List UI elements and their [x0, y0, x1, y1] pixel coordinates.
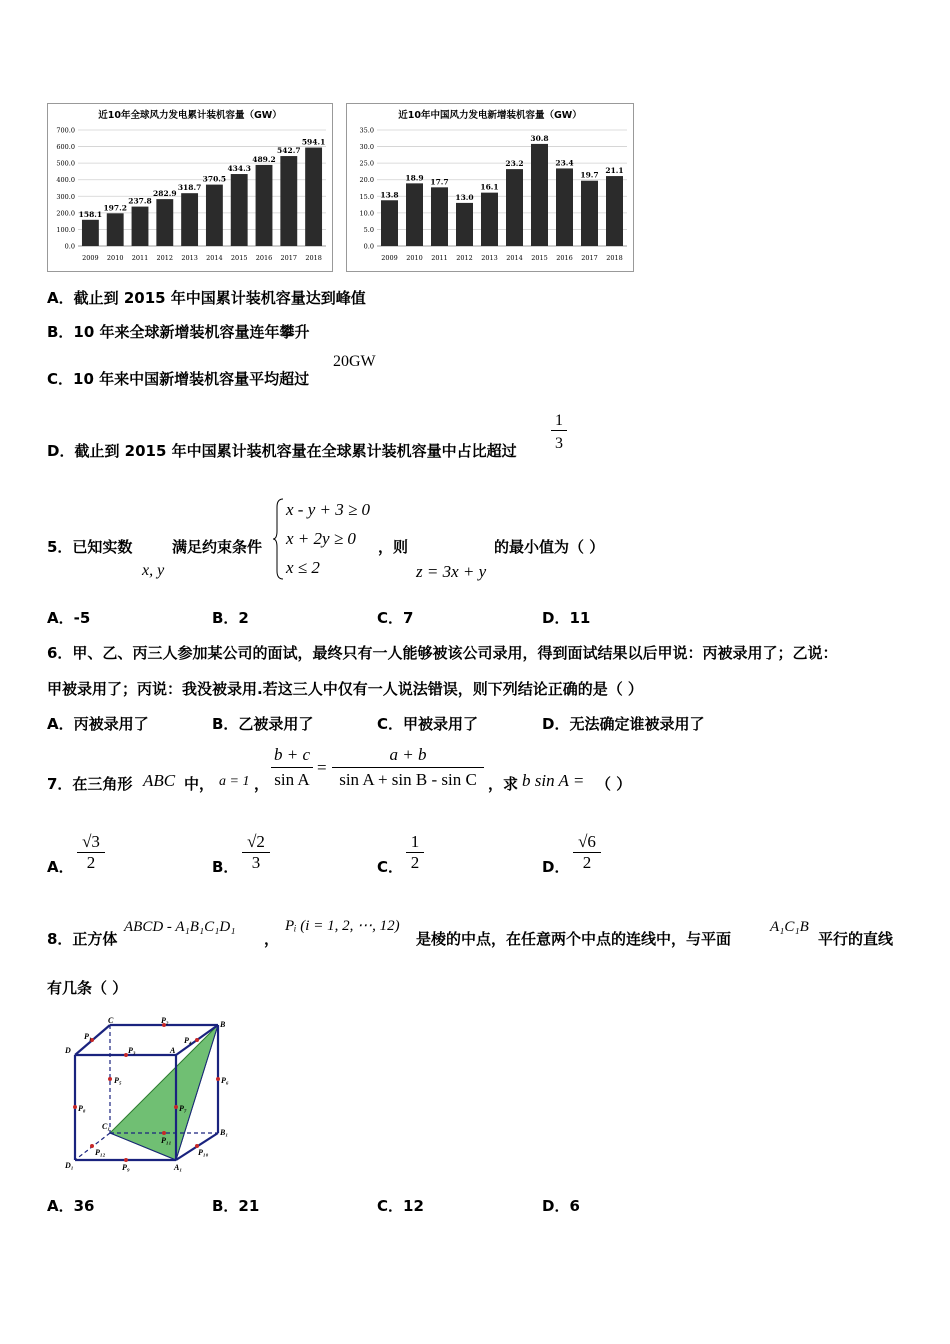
- q5-constraint-1: x - y + 3 ≥ 0: [286, 500, 371, 519]
- q7-ask: b sin A =: [522, 771, 585, 790]
- china-chart-xtick-label: 2009: [381, 254, 398, 262]
- q7-option-b-fraction: [242, 832, 270, 873]
- q5-brace-icon: [273, 497, 285, 581]
- china-chart-xtick-label: 2013: [481, 254, 498, 262]
- q8-option-c: C．12: [377, 1197, 424, 1215]
- global-chart-bar: [305, 148, 322, 246]
- cube-label-b1: B₁: [220, 1128, 229, 1137]
- global-chart-xtick-label: 2009: [82, 254, 99, 262]
- q7-f2-num: a + b: [332, 745, 484, 768]
- global-chart-data-label: 158.1: [78, 209, 103, 219]
- q5-option-a: A．-5: [47, 609, 91, 627]
- china-chart-data-label: 23.4: [555, 158, 574, 168]
- cube-label-b: B: [220, 1020, 226, 1029]
- global-chart-bar: [107, 213, 124, 246]
- china-chart-data-label: 13.0: [455, 192, 474, 202]
- global-chart-bar: [82, 220, 99, 246]
- china-chart-xtick-label: 2016: [556, 254, 573, 262]
- cube-label-c: C: [108, 1016, 114, 1025]
- global-chart-ytick-label: 400.0: [56, 176, 75, 185]
- china-chart-ytick-label: 25.0: [359, 159, 374, 168]
- cube-label-a: A: [170, 1046, 176, 1055]
- cube-label-p7: P₇: [179, 1104, 187, 1113]
- global-chart-bar: [256, 165, 273, 246]
- global-chart-bar: [181, 193, 198, 246]
- global-chart-bar: [206, 185, 223, 246]
- q4-option-d-fraction: [551, 412, 567, 453]
- q5-option-c: C．7: [377, 609, 414, 627]
- global-chart-bar: [156, 199, 173, 246]
- q8-points: Pᵢ (i = 1, 2, ⋯, 12): [285, 918, 400, 934]
- q6-line-2: 甲被录用了；丙说：我没被录用.若这三人中仅有一人说法错误，则下列结论正确的是（ ）: [47, 680, 643, 698]
- q7-a-eq-1: a = 1: [219, 774, 250, 789]
- global-chart-xtick-label: 2011: [131, 254, 149, 262]
- global-chart-data-label: 370.5: [202, 174, 227, 184]
- q7-f1-den: sin A: [274, 770, 310, 789]
- cube-label-p6: P₆: [221, 1076, 229, 1085]
- q8-text-3: 平行的直线: [818, 930, 894, 948]
- global-chart-ytick-label: 0.0: [64, 242, 75, 251]
- cube-label-p2: P₂: [161, 1016, 169, 1025]
- q7-d-num: √6: [573, 832, 601, 853]
- cube-label-a1: A₁: [174, 1163, 183, 1172]
- global-chart-ytick-label: 500.0: [56, 159, 75, 168]
- q7-d-den: 2: [582, 853, 592, 872]
- global-capacity-chart-svg: [48, 104, 332, 271]
- china-chart-bar: [556, 168, 573, 246]
- cube-label-p10: P₁₀: [198, 1148, 209, 1157]
- q7-b-den: 3: [251, 853, 261, 872]
- q8-cube: ABCD - A₁B₁C₁D₁: [124, 919, 236, 935]
- global-chart-xtick-label: 2014: [206, 254, 223, 262]
- cube-label-d1: D₁: [65, 1161, 74, 1170]
- china-chart-ytick-label: 0.0: [363, 242, 374, 251]
- china-chart-data-label: 13.8: [380, 190, 399, 200]
- global-chart-xtick-label: 2010: [106, 254, 124, 262]
- cube-label-p5: P₅: [114, 1076, 122, 1085]
- q8-comma: ，: [264, 930, 280, 948]
- q4-d-numerator: 1: [551, 412, 567, 431]
- q8-line-2: 有几条（ ）: [47, 979, 128, 997]
- china-chart-xtick-label: 2011: [431, 254, 448, 262]
- china-chart-bar: [381, 200, 398, 246]
- global-chart-xtick-label: 2016: [255, 254, 273, 262]
- q5-text-3: ，则: [378, 538, 409, 556]
- q7-c-num: 1: [406, 832, 424, 853]
- q6-line-1: 6．甲、乙、丙三人参加某公司的面试，最终只有一人能够被该公司录用，得到面试结果以后甲说：丙被录用了；乙说：: [47, 644, 838, 662]
- global-chart-xtick-label: 2013: [181, 254, 198, 262]
- cube-label-p12: P₁₂: [95, 1148, 106, 1157]
- china-chart-bar: [531, 144, 548, 246]
- q4-option-c: C．10 年来中国新增装机容量平均超过: [47, 370, 310, 388]
- global-chart-ytick-label: 700.0: [56, 126, 75, 135]
- global-chart-data-label: 594.1: [301, 137, 326, 147]
- china-chart-bar: [406, 183, 423, 246]
- q8-option-b: B．21: [212, 1197, 260, 1215]
- q8-option-a: A．36: [47, 1197, 95, 1215]
- china-chart-data-label: 23.2: [505, 159, 524, 169]
- q7-fraction-2: [332, 745, 484, 790]
- q7-a-num: √3: [77, 832, 105, 853]
- global-chart-data-label: 318.7: [177, 183, 202, 193]
- q7-b-num: √2: [242, 832, 270, 853]
- global-chart-ytick-label: 300.0: [56, 192, 75, 201]
- q4-option-b: B．10 年来全球新增装机容量连年攀升: [47, 323, 310, 341]
- q7-text-4: （ ）: [596, 775, 632, 793]
- china-chart-bar: [431, 187, 448, 246]
- q7-fraction-1: [271, 745, 313, 790]
- cube-figure: [60, 1015, 240, 1175]
- china-chart-xtick-label: 2010: [406, 254, 423, 262]
- cube-label-c1: C₁: [102, 1122, 111, 1131]
- cube-label-p9: P₉: [122, 1163, 130, 1172]
- q8-text-2: 是棱的中点，在任意两个中点的连线中，与平面: [416, 930, 732, 948]
- q7-text-3: ，求: [488, 775, 519, 793]
- q6-option-d: D．无法确定谁被录用了: [542, 715, 705, 733]
- cube-label-p4: P₄: [184, 1036, 192, 1045]
- china-chart-data-label: 17.7: [430, 177, 449, 187]
- china-chart-data-label: 19.7: [580, 170, 599, 180]
- global-chart-data-label: 282.9: [153, 189, 177, 199]
- q7-option-d-label: D．: [542, 858, 570, 876]
- cube-label-p1: P₁: [84, 1032, 92, 1041]
- china-chart-xtick-label: 2014: [506, 254, 523, 262]
- global-chart-data-label: 542.7: [277, 146, 301, 156]
- china-chart-ytick-label: 30.0: [359, 143, 374, 152]
- q7-equals: =: [317, 758, 327, 777]
- global-chart-title: 近10年全球风力发电累计装机容量（GW）: [98, 110, 282, 121]
- china-chart-ytick-label: 5.0: [363, 225, 374, 234]
- q5-text-4: 的最小值为（ ）: [494, 538, 605, 556]
- china-chart-title: 近10年中国风力发电新增装机容量（GW）: [398, 110, 582, 121]
- q5-option-d: D．11: [542, 609, 591, 627]
- china-chart-xtick-label: 2012: [456, 254, 473, 262]
- global-chart-data-label: 237.8: [128, 196, 152, 206]
- global-chart-bar: [231, 174, 248, 246]
- china-chart-xtick-label: 2018: [606, 254, 623, 262]
- q7-comma: ，: [254, 775, 270, 793]
- china-chart-data-label: 21.1: [605, 166, 624, 176]
- global-chart-xtick-label: 2012: [156, 254, 174, 262]
- china-chart-bar: [456, 203, 473, 246]
- china-chart-data-label: 30.8: [530, 133, 549, 143]
- global-chart-data-label: 489.2: [252, 154, 276, 164]
- q4-option-a: A．截止到 2015 年中国累计装机容量达到峰值: [47, 289, 366, 307]
- q4-d-denominator: 3: [555, 435, 563, 452]
- china-chart-data-label: 16.1: [480, 182, 499, 192]
- china-chart-bar: [581, 181, 598, 246]
- china-chart-ytick-label: 10.0: [359, 209, 374, 218]
- china-chart-bar: [506, 169, 523, 246]
- global-chart-bar: [132, 207, 149, 246]
- china-chart-xtick-label: 2015: [531, 254, 548, 262]
- q7-text-2: 中，: [184, 775, 215, 793]
- q5-option-b: B．2: [212, 609, 249, 627]
- q7-a-den: 2: [86, 853, 96, 872]
- q8-plane: A₁C₁B: [770, 919, 809, 935]
- china-chart-bar: [606, 176, 623, 246]
- q7-option-a-fraction: [77, 832, 105, 873]
- global-chart-xtick-label: 2015: [230, 254, 248, 262]
- q5-text-2: 满足约束条件: [172, 538, 263, 556]
- q7-text-1: 7．在三角形: [47, 775, 133, 793]
- china-chart-bar: [481, 193, 498, 246]
- china-chart-ytick-label: 20.0: [359, 176, 374, 185]
- q5-objective: z = 3x + y: [416, 562, 487, 581]
- q7-c-den: 2: [410, 853, 420, 872]
- q5-constraint-3: x ≤ 2: [286, 558, 320, 577]
- china-chart-data-label: 18.9: [405, 173, 424, 183]
- global-chart-xtick-label: 2018: [305, 254, 322, 262]
- q5-text-1: 5．已知实数: [47, 538, 133, 556]
- q8-option-d: D．6: [542, 1197, 580, 1215]
- global-chart-xtick-label: 2017: [280, 254, 298, 262]
- global-chart-bar: [280, 156, 297, 246]
- china-new-capacity-chart-svg: [347, 104, 633, 271]
- cube-label-p11: P₁₁: [161, 1136, 172, 1145]
- global-chart-data-label: 197.2: [103, 203, 127, 213]
- q6-option-c: C．甲被录用了: [377, 715, 479, 733]
- q7-f2-den: sin A + sin B - sin C: [339, 770, 477, 789]
- china-chart-ytick-label: 35.0: [359, 126, 374, 135]
- global-capacity-chart: [47, 103, 333, 272]
- q8-text-1: 8．正方体: [47, 930, 118, 948]
- cube-label-d: D: [65, 1046, 71, 1055]
- q6-option-b: B．乙被录用了: [212, 715, 314, 733]
- q7-option-d-fraction: [573, 832, 601, 873]
- cube-label-p3: P₃: [128, 1046, 136, 1055]
- q7-option-b-label: B．: [212, 858, 239, 876]
- china-new-capacity-chart: [346, 103, 634, 272]
- q6-option-a: A．丙被录用了: [47, 715, 149, 733]
- china-chart-xtick-label: 2017: [581, 254, 598, 262]
- global-chart-ytick-label: 600.0: [56, 143, 75, 152]
- q7-option-c-fraction: [406, 832, 424, 873]
- q7-f1-num: b + c: [271, 745, 313, 768]
- global-chart-data-label: 434.3: [227, 164, 251, 174]
- q7-abc: ABC: [143, 771, 176, 790]
- global-chart-ytick-label: 200.0: [56, 209, 75, 218]
- q4-option-d: D．截止到 2015 年中国累计装机容量在全球累计装机容量中占比超过: [47, 442, 517, 460]
- cube-label-p8: P₈: [78, 1104, 86, 1113]
- q5-constraint-2: x + 2y ≥ 0: [286, 529, 356, 548]
- q4-option-c-math: 20GW: [333, 353, 376, 370]
- q5-vars: x, y: [142, 562, 165, 579]
- global-chart-ytick-label: 100.0: [56, 225, 75, 234]
- q7-option-a-label: A．: [47, 858, 74, 876]
- china-chart-ytick-label: 15.0: [359, 192, 374, 201]
- q7-option-c-label: C．: [377, 858, 404, 876]
